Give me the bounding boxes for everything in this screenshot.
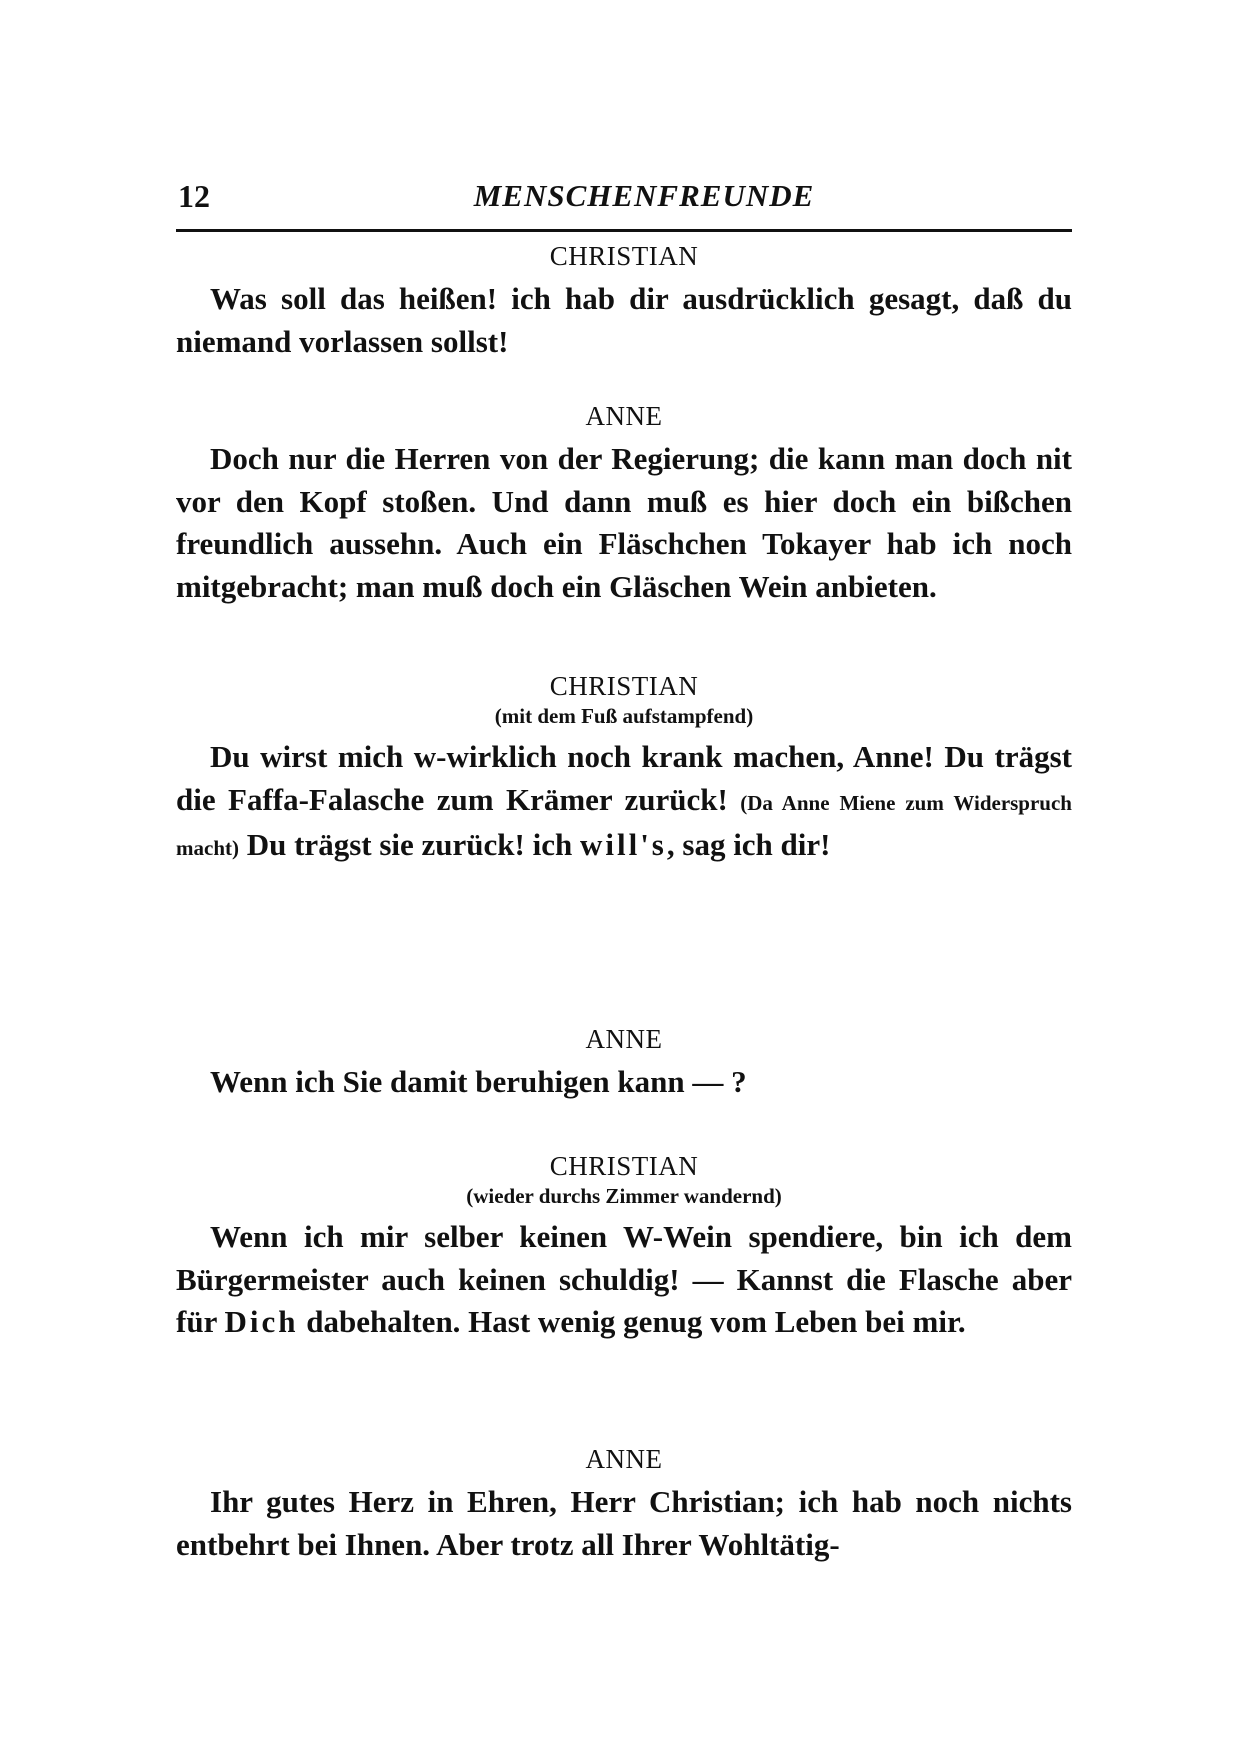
speech-text bbox=[176, 736, 1072, 870]
speech-part: dabehalten. Hast wenig genug vom Leben bei mir. bbox=[298, 1304, 966, 1339]
page-header bbox=[178, 178, 1070, 222]
speech-text: Ihr gutes Herz in Ehren, Herr Christian; ich hab noch nichts entbehrt bei Ihnen. Aber trotz all Ihrer Wohltätig- bbox=[176, 1484, 1072, 1562]
speech-part: Wenn ich mir selber keinen W-Wein spendiere, bin ich dem Bürgermeister auch keinen schuldig! — Kannst die Flasche aber für bbox=[176, 1219, 1072, 1339]
speaker-name: ANNE bbox=[585, 401, 663, 431]
speech-part: , sag ich dir! bbox=[666, 827, 831, 862]
speech-text bbox=[176, 1216, 1072, 1344]
header-rule bbox=[176, 229, 1072, 232]
emphasized-word: Dich bbox=[224, 1304, 299, 1339]
speech-text: Was soll das heißen! ich hab dir ausdrücklich gesagt, daß du niemand vorlassen sollst! bbox=[176, 281, 1072, 359]
page-number: 12 bbox=[178, 178, 210, 214]
speaker-name: CHRISTIAN bbox=[549, 1151, 699, 1181]
speech-part: Du trägst sie zurück! ich bbox=[238, 827, 580, 862]
dialogue-block-3 bbox=[176, 670, 1072, 870]
speech-part: Du wirst mich w-wirklich noch krank machen, Anne! Du trägst die Faffa-Falasche zum Krämer zurück! bbox=[176, 739, 1072, 817]
emphasized-word: will's bbox=[579, 827, 667, 862]
speaker-name: ANNE bbox=[585, 1444, 663, 1474]
dialogue-block-2 bbox=[176, 400, 1072, 608]
speech-text: Doch nur die Herren von der Regierung; die kann man doch nit vor den Kopf stoßen. Und dann muß es hier doch ein bißchen freundlich aussehn. Auch ein Fläschchen Tokayer hab ich noch mitgebracht; man muß doch ein Gläschen Wein anbieten. bbox=[176, 441, 1072, 604]
stage-direction: (wieder durchs Zimmer wandernd) bbox=[466, 1184, 782, 1208]
speaker-name: CHRISTIAN bbox=[549, 671, 699, 701]
speaker-name: ANNE bbox=[585, 1024, 663, 1054]
inline-stage-direction: (Da Anne Miene zum Widerspruch macht) bbox=[176, 790, 1072, 860]
dialogue-block-4 bbox=[176, 1023, 1072, 1104]
speaker-name: CHRISTIAN bbox=[549, 241, 699, 271]
running-title: MENSCHENFREUNDE bbox=[473, 178, 815, 213]
dialogue-block-6 bbox=[176, 1443, 1072, 1566]
stage-direction: (mit dem Fuß aufstampfend) bbox=[494, 704, 754, 728]
speech-text: Wenn ich Sie damit beruhigen kann — ? bbox=[210, 1064, 747, 1099]
dialogue-block-1 bbox=[176, 240, 1072, 363]
dialogue-block-5 bbox=[176, 1150, 1072, 1344]
